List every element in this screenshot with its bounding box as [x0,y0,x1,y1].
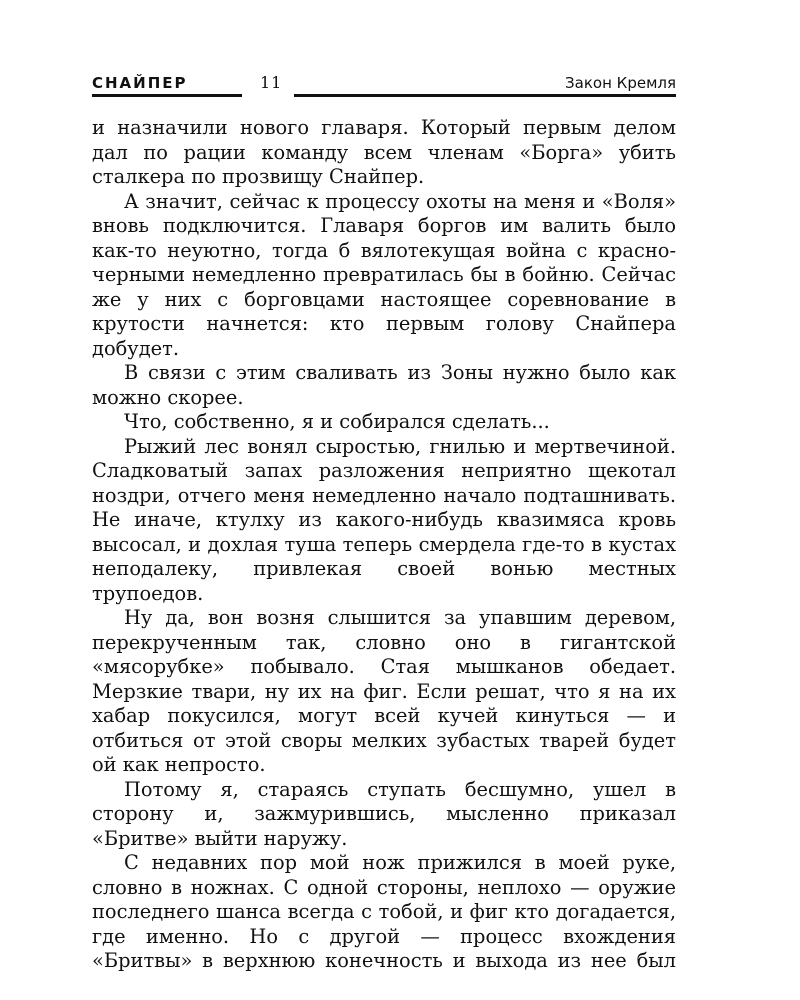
paragraph-7: Потому я, стараясь ступать бесшумно, ушел в сторону и, зажмурившись, мысленно приказал «Бритве» выйти наружу. [92,777,676,850]
book-title: Закон Кремля [565,74,676,92]
paragraph-6: Ну да, вон возня слышится за упавшим деревом, перекрученным так, словно оно в гигантской «мясорубке» побывало. Стая мышканов обедает. Мерзкие твари, ну их на фиг. Если решат, что я на их хабар покусился, могут всей кучей кинуться — и отбиться от этой своры мелких зубастых тварей будет ой как непросто. [92,606,676,776]
series-name: СНАЙПЕР [92,74,188,92]
header-rule-right [294,94,676,97]
page-number: 11 [260,73,283,92]
paragraph-3: В связи с этим сваливать из Зоны нужно было как можно скорее. [92,361,676,409]
paragraph-4: Что, собственно, я и собирался сделать... [124,410,550,433]
running-header [92,74,676,100]
header-rule-left [92,94,242,97]
paragraph-8: С недавних пор мой нож прижился в моей руке, словно в ножнах. С одной стороны, неплохо — оружие последнего шанса всегда с тобой, и фиг кто догадается, где именно. Но с другой — процесс вхождения «Бритвы» в верхнюю конечность и выхода из нее был [92,851,676,972]
paragraph-1: и назначили нового главаря. Который первым делом дал по рации команду всем членам «Борга» убить сталкера по прозвищу Снайпер. [92,116,676,188]
paragraph-2: А значит, сейчас к процессу охоты на меня и «Воля» вновь подключится. Главаря боргов им валить было как-то неуютно, тогда б вялотекущая война с красно-черными немедленно превратилась бы в бойню. Сейчас же у них с борговцами настоящее соревнование в крутости начнется: кто первым голову Снайпера добудет. [92,189,676,360]
body-text [92,116,676,974]
paragraph-5: Рыжий лес вонял сыростью, гнилью и мертвечиной. Сладковатый запах разложения неприятно щекотал ноздри, отчего меня немедленно начало подташнивать. Не иначе, ктулху из какого-нибудь квазимяса кровь высосал, и дохлая туша теперь смердела где-то в кустах неподалеку, привлекая своей вонью местных трупоедов. [92,434,676,605]
